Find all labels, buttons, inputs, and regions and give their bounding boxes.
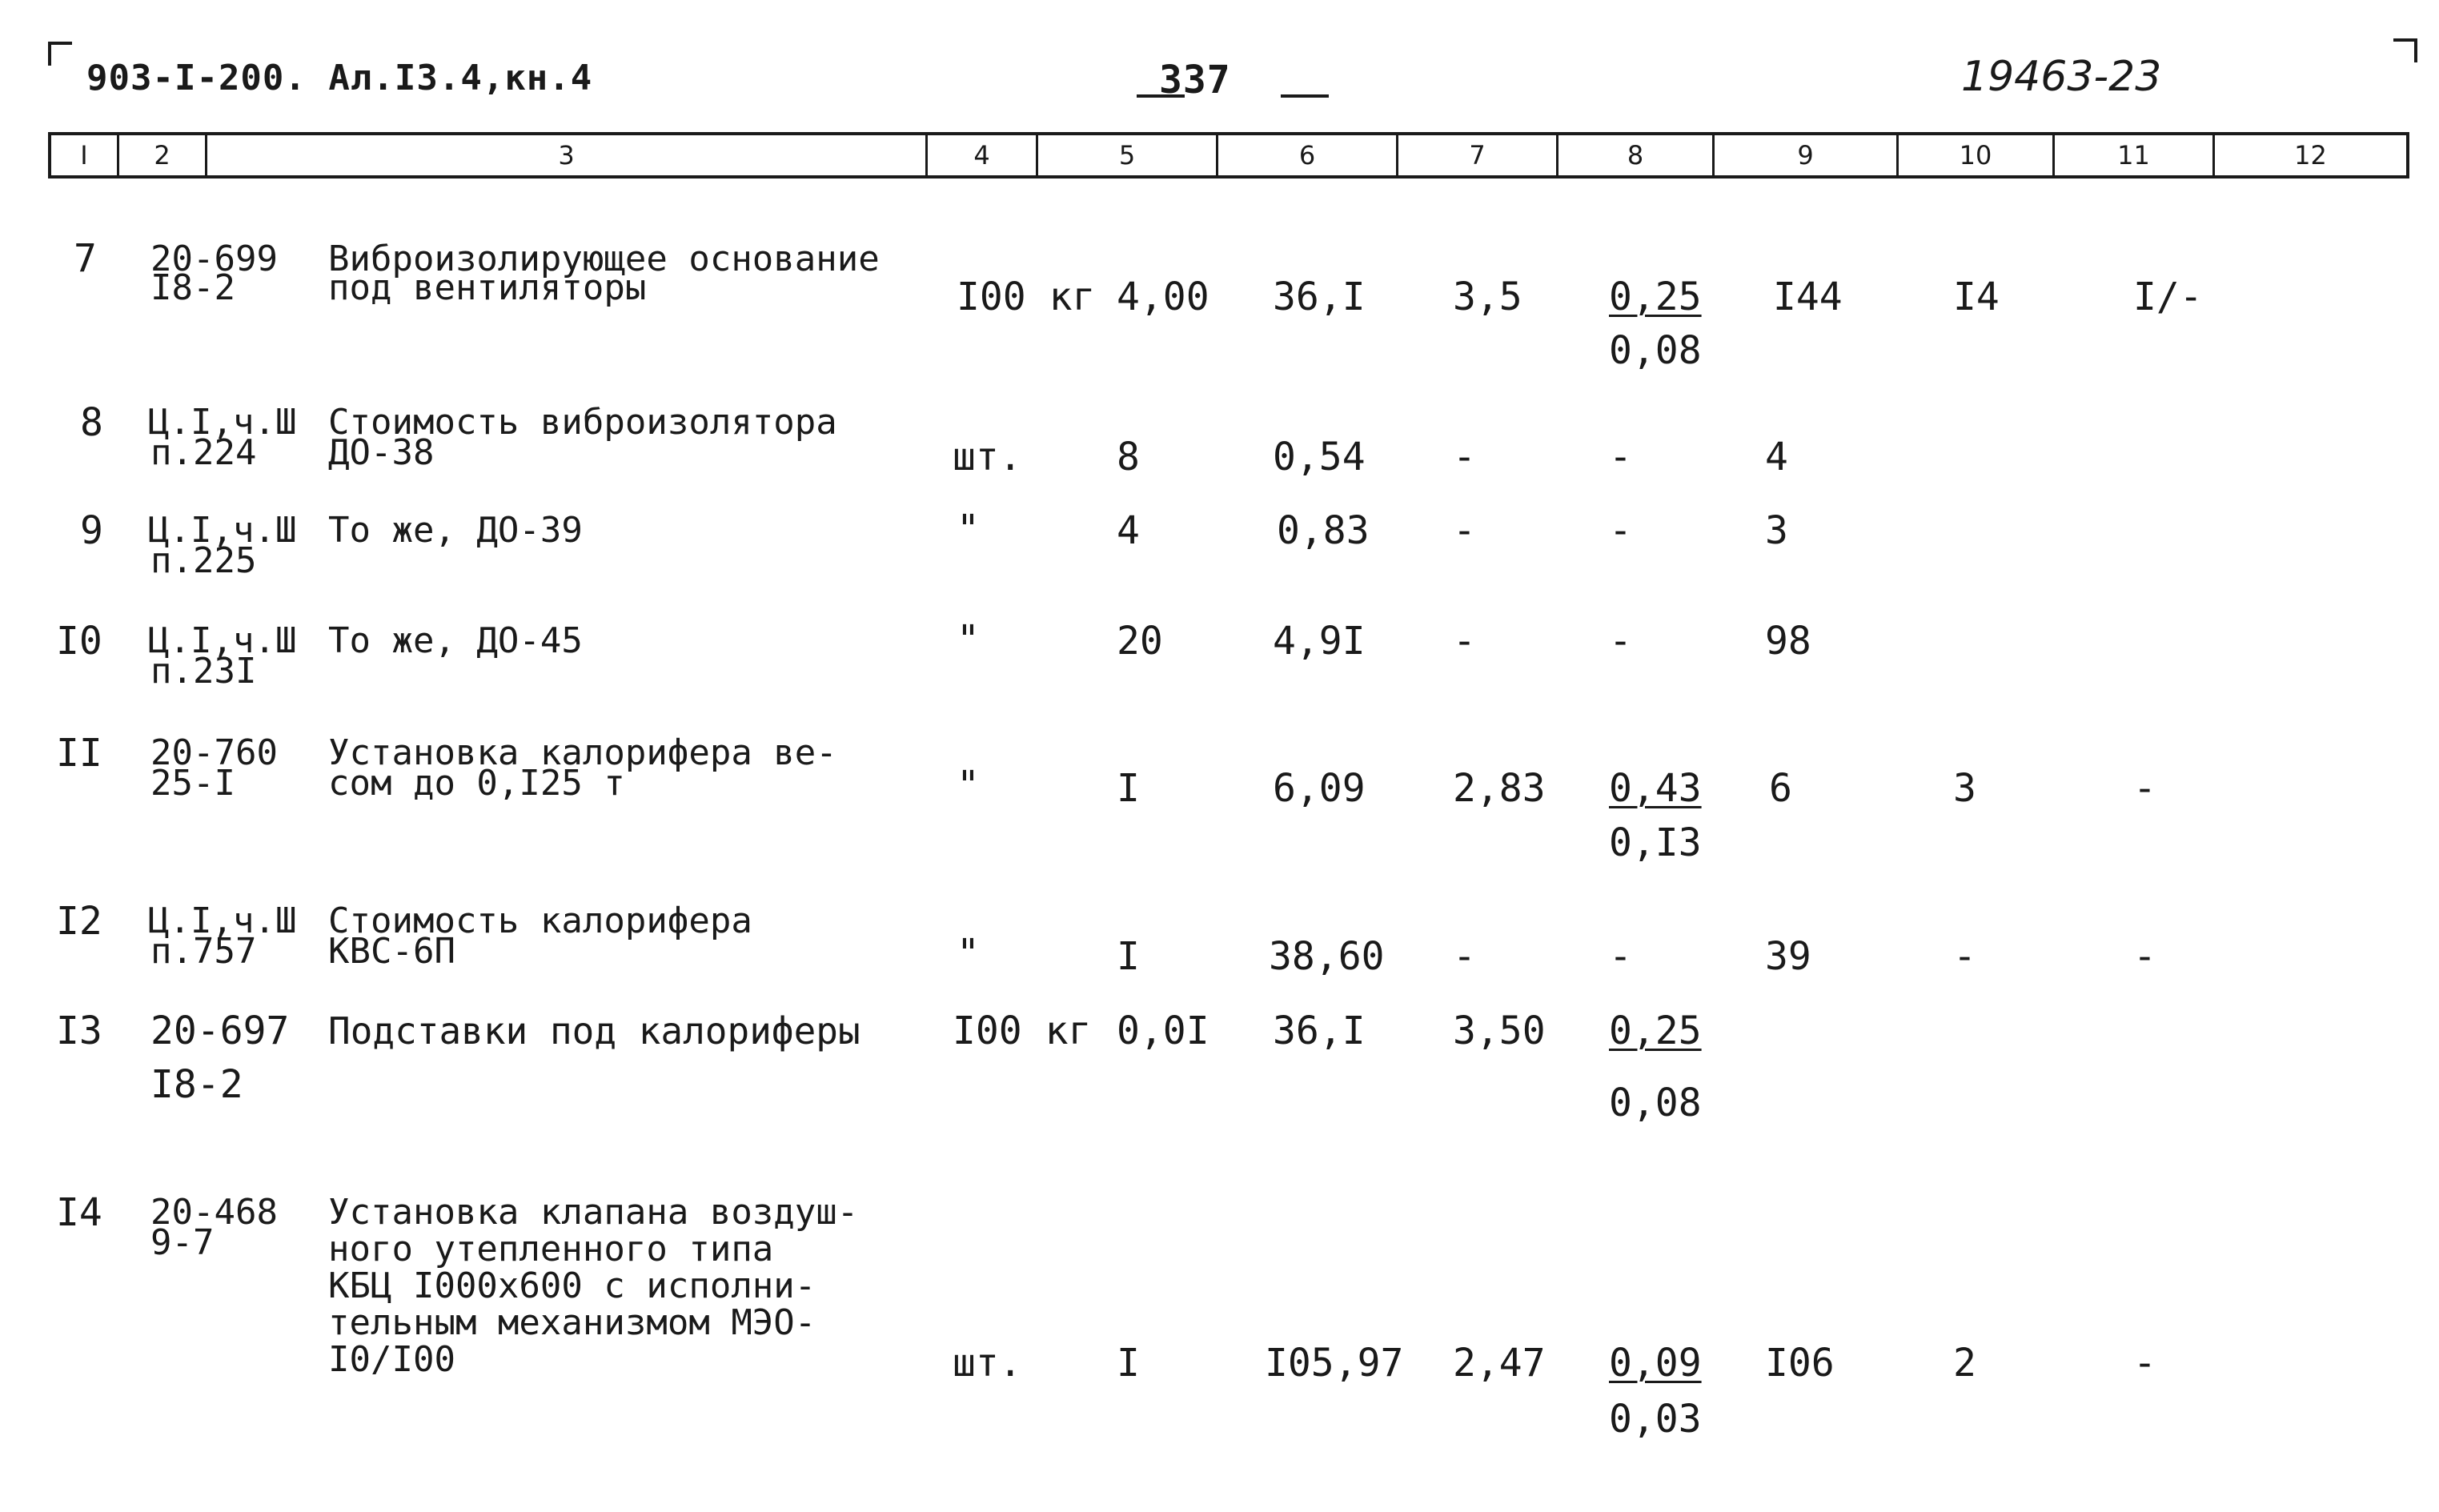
price-code: 25-I (150, 763, 235, 804)
price-code: 20-468 (150, 1192, 278, 1233)
column-header-12: 12 (2294, 140, 2327, 170)
column-header-8: 8 (1558, 135, 1715, 175)
price-code: п.23I (150, 651, 257, 692)
row-number: 8 (80, 400, 103, 445)
value-col8-top: - (1609, 934, 1632, 979)
value-col7: - (1453, 934, 1476, 979)
column-header-10: 10 (1899, 135, 2055, 175)
value-col9: I06 (1765, 1341, 1835, 1386)
value-col8-top: 0,25 (1609, 1009, 1702, 1053)
work-description: ного утепленного типа (328, 1229, 774, 1269)
column-header-row (48, 132, 2409, 178)
work-description: КВС-6П (328, 931, 455, 972)
column-header-6: 6 (1218, 135, 1398, 175)
quantity: 4,00 (1117, 275, 1209, 319)
value-col10: I4 (1953, 275, 2000, 319)
value-col10: 2 (1953, 1341, 1976, 1386)
unit: шт. (953, 435, 1022, 479)
work-description: То же, ДО-45 (328, 620, 583, 661)
price-code: 20-699 (150, 239, 278, 279)
row-number: I2 (56, 899, 102, 944)
price-code: Ц.I,ч.Ш (148, 510, 297, 551)
quantity: I (1117, 934, 1140, 979)
value-col7: 2,47 (1453, 1341, 1546, 1386)
value-col11: - (2133, 766, 2156, 811)
unit: " (957, 507, 980, 551)
value-col7: - (1453, 619, 1476, 664)
value-col6: 6,09 (1273, 766, 1366, 811)
value-col8-top: - (1609, 619, 1632, 664)
row-number: I0 (56, 619, 102, 664)
unit: " (957, 763, 980, 808)
value-col8-top: 0,09 (1609, 1341, 1702, 1386)
price-code: 20-760 (150, 732, 278, 773)
work-description: То же, ДО-39 (328, 510, 583, 551)
value-col8-top: - (1609, 435, 1632, 479)
value-col9: 39 (1765, 934, 1811, 979)
value-col10: - (1953, 934, 1976, 979)
row-number: 9 (80, 508, 103, 553)
value-col11: I/- (2133, 275, 2203, 319)
work-description: под вентиляторы (328, 267, 647, 308)
column-header-11: 11 (2055, 135, 2215, 175)
value-col6: 36,I (1273, 275, 1366, 319)
value-col8-top: 0,25 (1609, 275, 1702, 319)
work-description: тельным механизмом МЭО- (328, 1302, 816, 1343)
value-col7: 2,83 (1453, 766, 1546, 811)
column-header-9: 9 (1715, 135, 1899, 175)
value-col7: - (1453, 435, 1476, 479)
value-col8-bottom: 0,08 (1609, 1081, 1702, 1125)
quantity: I (1117, 1341, 1140, 1386)
value-col9: 6 (1769, 766, 1792, 811)
value-col6: 36,I (1273, 1009, 1366, 1053)
quantity: 0,0I (1117, 1009, 1209, 1053)
price-code: Ц.I,ч.Ш (148, 620, 297, 661)
value-col9: I44 (1773, 275, 1843, 319)
page-number: 337 (1159, 58, 1231, 102)
work-description: Стоимость виброизолятора (328, 402, 837, 443)
value-col6: 38,60 (1269, 934, 1385, 979)
price-code: 9-7 (150, 1222, 215, 1263)
value-col8-bottom: 0,08 (1609, 328, 1702, 373)
row-number: II (56, 731, 102, 776)
value-col9: 98 (1765, 619, 1811, 664)
column-header-5: 5 (1038, 135, 1218, 175)
quantity: 20 (1117, 619, 1163, 664)
column-header-4: 4 (928, 135, 1038, 175)
value-col6: 4,9I (1273, 619, 1366, 664)
row-number: 7 (74, 236, 97, 281)
unit: шт. (953, 1341, 1022, 1386)
value-col6: 0,83 (1277, 508, 1370, 553)
row-number: I4 (56, 1190, 102, 1235)
price-code: I8-2 (150, 1062, 243, 1107)
price-code: I8-2 (150, 267, 235, 308)
archive-number: 19463-23 (1961, 53, 2162, 101)
quantity: 4 (1117, 508, 1140, 553)
unit: " (957, 617, 980, 662)
price-code: Ц.I,ч.Ш (148, 900, 297, 941)
quantity: 8 (1117, 435, 1140, 479)
value-col10: 3 (1953, 766, 1976, 811)
work-description: Установка калорифера ве- (328, 732, 837, 773)
work-description: сом до 0,I25 т (328, 763, 625, 804)
row-number: I3 (56, 1009, 102, 1053)
value-col11: - (2133, 1341, 2156, 1386)
column-header-1: I (51, 135, 119, 175)
unit: I00 кг (953, 1009, 1092, 1053)
price-code: п.757 (150, 931, 257, 972)
work-description: КБЦ I000х600 с исполни- (328, 1265, 816, 1306)
value-col9: 4 (1765, 435, 1788, 479)
value-col7: 3,5 (1453, 275, 1522, 319)
corner-mark-top-left (48, 42, 72, 66)
quantity: I (1117, 766, 1140, 811)
value-col8-top: 0,43 (1609, 766, 1702, 811)
value-col11: - (2133, 934, 2156, 979)
unit: " (957, 931, 980, 976)
work-description: Виброизолирующее основание (328, 239, 880, 279)
value-col8-bottom: 0,I3 (1609, 820, 1702, 865)
price-code: п.225 (150, 540, 257, 581)
work-description: Установка клапана воздуш- (328, 1192, 859, 1233)
work-description: I0/I00 (328, 1339, 455, 1380)
unit: I00 кг (957, 275, 1096, 319)
work-description: ДО-38 (328, 432, 435, 473)
value-col6: 0,54 (1273, 435, 1366, 479)
value-col7: 3,50 (1453, 1009, 1546, 1053)
document-reference: 903-I-200. Ал.I3.4,кн.4 (86, 58, 593, 98)
price-code: п.224 (150, 432, 257, 473)
value-col7: - (1453, 508, 1476, 553)
value-col6: I05,97 (1265, 1341, 1404, 1386)
column-header-7: 7 (1398, 135, 1558, 175)
price-code: 20-697 (150, 1009, 290, 1053)
column-header-3: 3 (207, 135, 928, 175)
corner-mark-top-right (2393, 38, 2417, 62)
value-col8-bottom: 0,03 (1609, 1397, 1702, 1442)
column-header-2: 2 (119, 135, 207, 175)
work-description: Стоимость калорифера (328, 900, 752, 941)
page-number-dash-right (1281, 94, 1329, 98)
value-col9: 3 (1765, 508, 1788, 553)
price-code: Ц.I,ч.Ш (148, 402, 297, 443)
work-description: Подставки под калориферы (328, 1009, 860, 1053)
value-col8-top: - (1609, 508, 1632, 553)
